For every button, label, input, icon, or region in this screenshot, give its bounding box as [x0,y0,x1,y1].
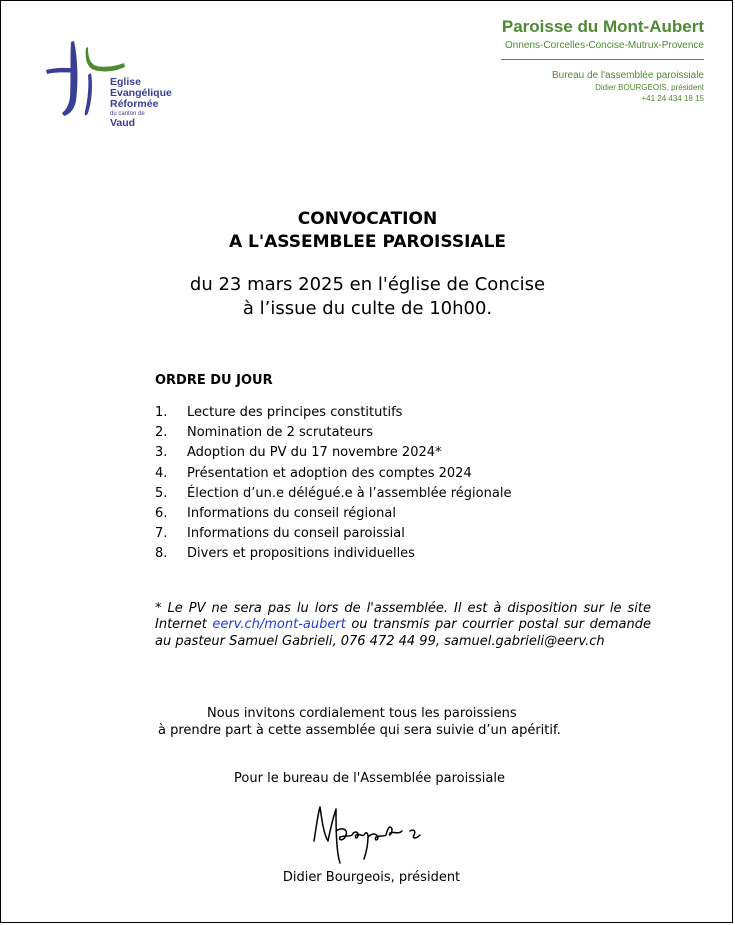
agenda-item-text: Divers et propositions individuelles [187,546,415,562]
agenda-item-number: 8. [155,546,168,562]
eerv-logo [44,39,184,134]
invitation-text [155,706,561,739]
title-line-1: CONVOCATION [297,209,438,229]
agenda-item-text: Nomination de 2 scrutateurs [187,425,373,441]
logo-line-canton: du canton de [110,111,145,117]
agenda-item-number: 4. [155,465,168,481]
agenda-item-number: 1. [155,405,168,420]
agenda-item-text: Informations du conseil paroissial [187,526,405,542]
handwritten-signature-icon [306,801,436,867]
bureau-name: Bureau de l'assemblée paroissiale [552,70,704,81]
title-line-2: A L'ASSEMBLEE PAROISSIALE [228,232,507,252]
logo-line-reformee: Réformée [110,98,159,110]
closing-for-bureau: Pour le bureau de l'Assemblée paroissiale [234,771,505,786]
agenda-item [155,544,511,564]
parish-villages: Onnens-Corcelles-Concise-Mutrux-Provence [505,40,704,51]
agenda-list [155,403,511,565]
letterhead-divider [501,59,704,60]
agenda-item-text: Informations du conseil régional [187,506,396,522]
agenda-heading: ORDRE DU JOUR [155,373,273,388]
agenda-item [155,403,511,423]
agenda-item-number: 2. [155,425,168,441]
invitation-line-2: à prendre part à cette assemblée qui sera suivie d’un apéritif. [158,722,561,738]
letterhead [501,16,704,104]
footnote-text-start: * Le PV ne sera pas lu lors de l'assemblée. Il est à disposition sur le site Internet [155,601,651,633]
phone-number: +41 24 434 18 15 [641,94,704,103]
parish-website-link[interactable]: eerv.ch/mont-aubert [212,617,346,633]
agenda-item-text: Lecture des principes constitutifs [187,405,403,420]
signer-name: Didier Bourgeois, président [282,870,461,885]
agenda-item-text: Élection d’un.e délégué.e à l’assemblée régionale [187,485,512,501]
parish-name: Paroisse du Mont-Aubert [501,17,704,36]
agenda-item [155,423,511,443]
agenda-item-number: 3. [155,445,168,461]
president-name: Didier BOURGEOIS, président [595,83,704,92]
agenda-item-number: 5. [155,485,168,501]
meeting-details [1,273,734,321]
agenda-item [155,524,511,544]
logo-line-eglise: Eglise [110,76,141,88]
agenda-item [155,484,511,504]
pv-footnote [155,601,651,650]
logo-line-evangelique: Evangélique [110,87,172,99]
meeting-time: à l’issue du culte de 10h00. [242,298,493,319]
logo-line-vaud: Vaud [110,117,136,129]
footnote-text-end: ou transmis par courrier postal sur demande au pasteur Samuel Gabrieli, 076 472 44 99, samuel.gabrieli@eerv.ch [155,617,652,649]
invitation-line-1: Nous invitons cordialement tous les paroissiens [207,706,517,721]
document-title [1,208,734,254]
agenda-item [155,464,511,484]
agenda-item-number: 7. [155,526,168,542]
agenda-item-text: Adoption du PV du 17 novembre 2024* [187,445,442,461]
meeting-date-place: du 23 mars 2025 en l'église de Concise [189,274,546,295]
agenda-item-number: 6. [155,506,168,522]
agenda-item [155,504,511,524]
agenda-item [155,443,511,463]
agenda-item-text: Présentation et adoption des comptes 2024 [187,465,472,481]
logo-text [110,77,172,129]
